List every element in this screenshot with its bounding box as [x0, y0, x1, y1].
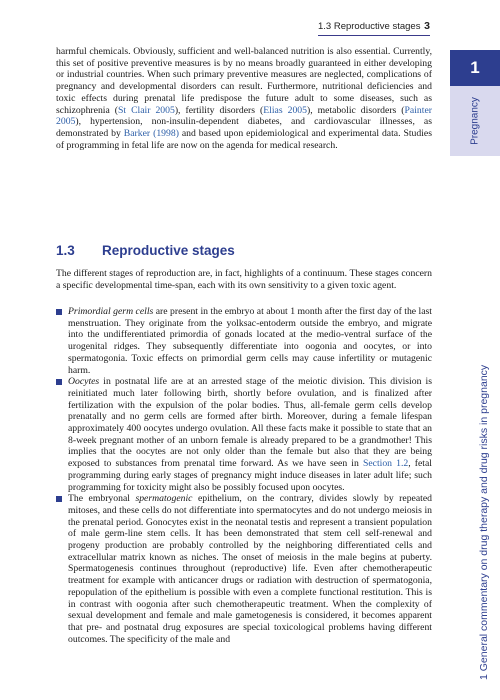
- citation-link[interactable]: Painter 2005: [56, 104, 432, 128]
- chapter-tab-label: Pregnancy: [469, 97, 481, 145]
- list-item: [56, 493, 432, 645]
- text-run: and based upon epidemiological and experimental data. Studies of programming in fetal life are now on the agenda for medical research.: [56, 127, 432, 151]
- text-run: The embryonal: [68, 493, 136, 505]
- text-run: epithelium, on the contrary, divides slowly by repeated mitoses, and these cells do not differentiate into spermatocytes and do not undergo meiosis in the prenatal period. Gonocytes exist in the neonatal testis and represent a transient population of male germ-line stem cells. It has been demonstrated that stem cell self-renewal and progeny production are probably controlled by the neighboring differentiated cells and extracellular matrix known as niches. The onset of meiosis in the male begins at puberty. Spermatogenesis continues throughout (reproductive) life. Even after chemotherapeutic treatment for example with anticancer drugs or radiation with destruction of spermatogonia, repopulation of the epithelium is possible with even a complete functional restitution. This is in contrast with oogonia after such chemotherapeutic treatment. When the complexity of sexual development and female and male gametogenesis is considered, it becomes apparent that pre- and postnatal drug exposures are special toxicological problems having different outcomes. The specificity of the male and: [68, 493, 432, 645]
- text-run: ), fertility disorders (: [174, 104, 264, 116]
- running-head: [318, 21, 430, 32]
- list-item: [56, 376, 432, 493]
- chapter-tab-label-box: [450, 86, 500, 156]
- header-rule: [318, 35, 430, 36]
- bullet-list: [56, 306, 432, 645]
- citation-link[interactable]: Barker (1998): [123, 127, 179, 139]
- vertical-chapter-title: 1 General commentary on drug therapy and drug risks in pregnancy: [478, 364, 490, 680]
- text-run: , fetal programming during early stages of pregnancy might induce diseases in later adult life; such programming for toxicity might also be possibly focused upon oocytes.: [68, 458, 432, 493]
- section-intro: The different stages of reproduction are, in fact, highlights of a continuum. These stages concern a specific developmental time-span, each with its own sensitivity to a given toxic agent.: [56, 268, 432, 291]
- running-head-section: 1.3 Reproductive stages: [318, 21, 421, 32]
- section-link[interactable]: Section 1.2: [362, 458, 409, 470]
- text-run: ), hypertension, non-insulin-dependent diabetes, and cardiovascular illnesses, as demonstrated by: [56, 116, 432, 139]
- square-bullet-icon: [56, 496, 62, 502]
- list-item: [56, 306, 432, 376]
- citation-link[interactable]: Elias 2005: [263, 104, 307, 116]
- section-heading: [56, 243, 432, 258]
- text-run: harmful chemicals. Obviously, sufficient and well-balanced nutrition is also essential. Currently, this set of positive preventive measures is by no means broadly guaranteed in either developing or industrial countries. When such primary preventive measures are neglected, complications of pregnancy and developmental disorders can result. Furthermore, nutritional deficiencies and toxic effects during prenatal life predispose the future adult to some diseases, such as schizophrenia (: [56, 46, 432, 116]
- section-title: Reproductive stages: [102, 243, 235, 258]
- opening-paragraph: [56, 46, 432, 151]
- square-bullet-icon: [56, 309, 62, 315]
- text-run: are present in the embryo at about 1 month after the first day of the last menstruation. They originate from the yolksac-entoderm outside the embryo, and migrate into the undifferentiated primordia of gonads located at the medio-ventral surface of the urogenital ridges. They subsequently differentiate into oogonia and oocytes, or into spermatogonia. Toxic effects on primordial germ cells may cause infertility or mutagenic harm.: [68, 306, 432, 376]
- citation-link[interactable]: St Clair 2005: [118, 104, 175, 116]
- chapter-tab-number: 1: [450, 50, 500, 86]
- opening-paragraph-block: [56, 46, 432, 151]
- term: Oocytes: [68, 376, 100, 388]
- section-number: 1.3: [56, 243, 75, 258]
- term: Primordial germ cells: [68, 306, 154, 317]
- term: spermatogenic: [135, 493, 193, 505]
- text-run: ), metabolic disorders (: [306, 104, 405, 116]
- text-run: in postnatal life are at an arrested stage of the meiotic division. This division is reinitiated much later following birth, shortly before ovulation, and is finalized after fertilization with the expulsion of the polar bodies. Thus, all-female germ cells develop prenatally and no germ cells are formed after birth. Moreover, during a female lifespan approximately 400 oocytes undergo ovulation. All these facts make it possible to state that an 8-week pregnant mother of an unborn female is already prepared to be a grandmother! This implies that the oocytes are not only older than the female but also that they are being exposed to substances from prenatal time forward. As we have seen in: [68, 376, 432, 470]
- square-bullet-icon: [56, 379, 62, 385]
- page-number: 3: [424, 20, 430, 32]
